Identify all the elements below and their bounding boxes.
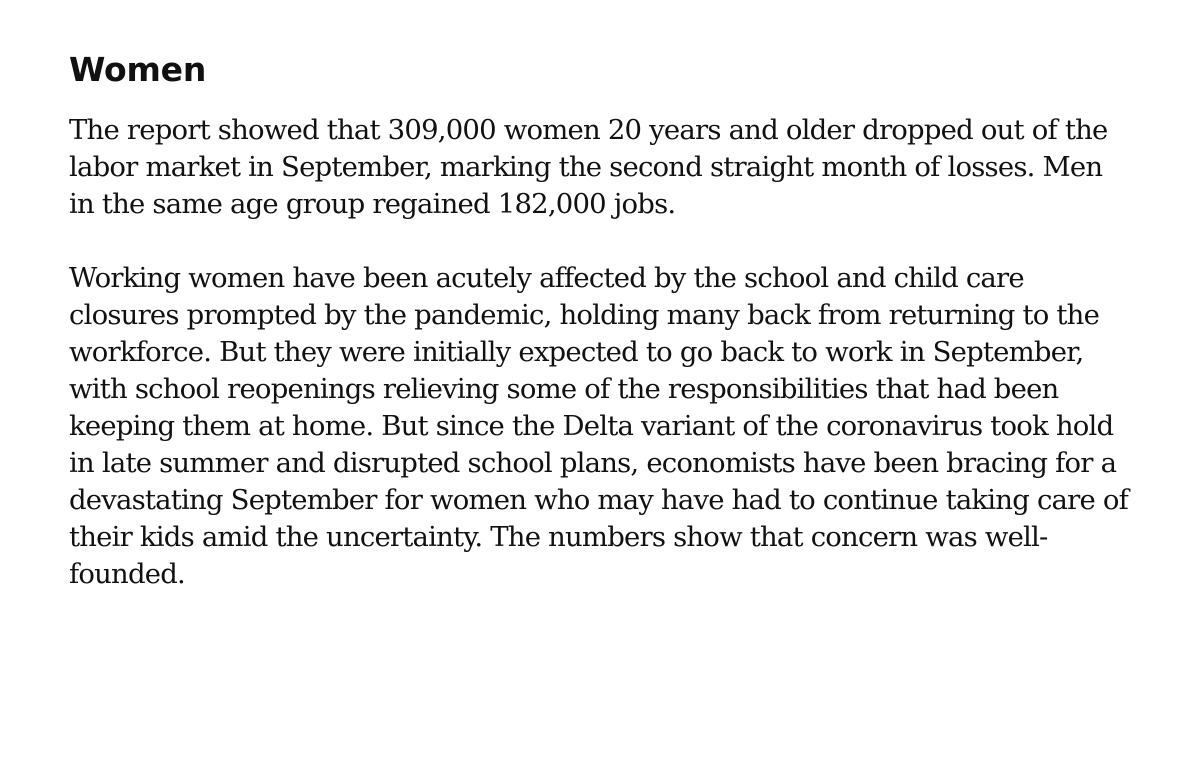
article-section	[69, 44, 1131, 593]
body-paragraph-1: The report showed that 309,000 women 20 years and older dropped out of the labor market in September, marking the second straight month of losses. Men in the same age group regained 182,000 jobs.	[69, 114, 1108, 220]
section-heading: Women	[69, 50, 207, 89]
body-paragraph-2: Working women have been acutely affected by the school and child care closures prompted by the pandemic, holding many back from returning to the workforce. But they were initially expected to go back to work in September, with school reopenings relieving some of the responsibilities that had been keeping them at home. But since the Delta variant of the coronavirus took hold in late summer and disrupted school plans, economists have been bracing for a devastating September for women who may have had to continue taking care of their kids amid the uncertainty. The numbers show that concern was well-founded.	[69, 262, 1129, 590]
